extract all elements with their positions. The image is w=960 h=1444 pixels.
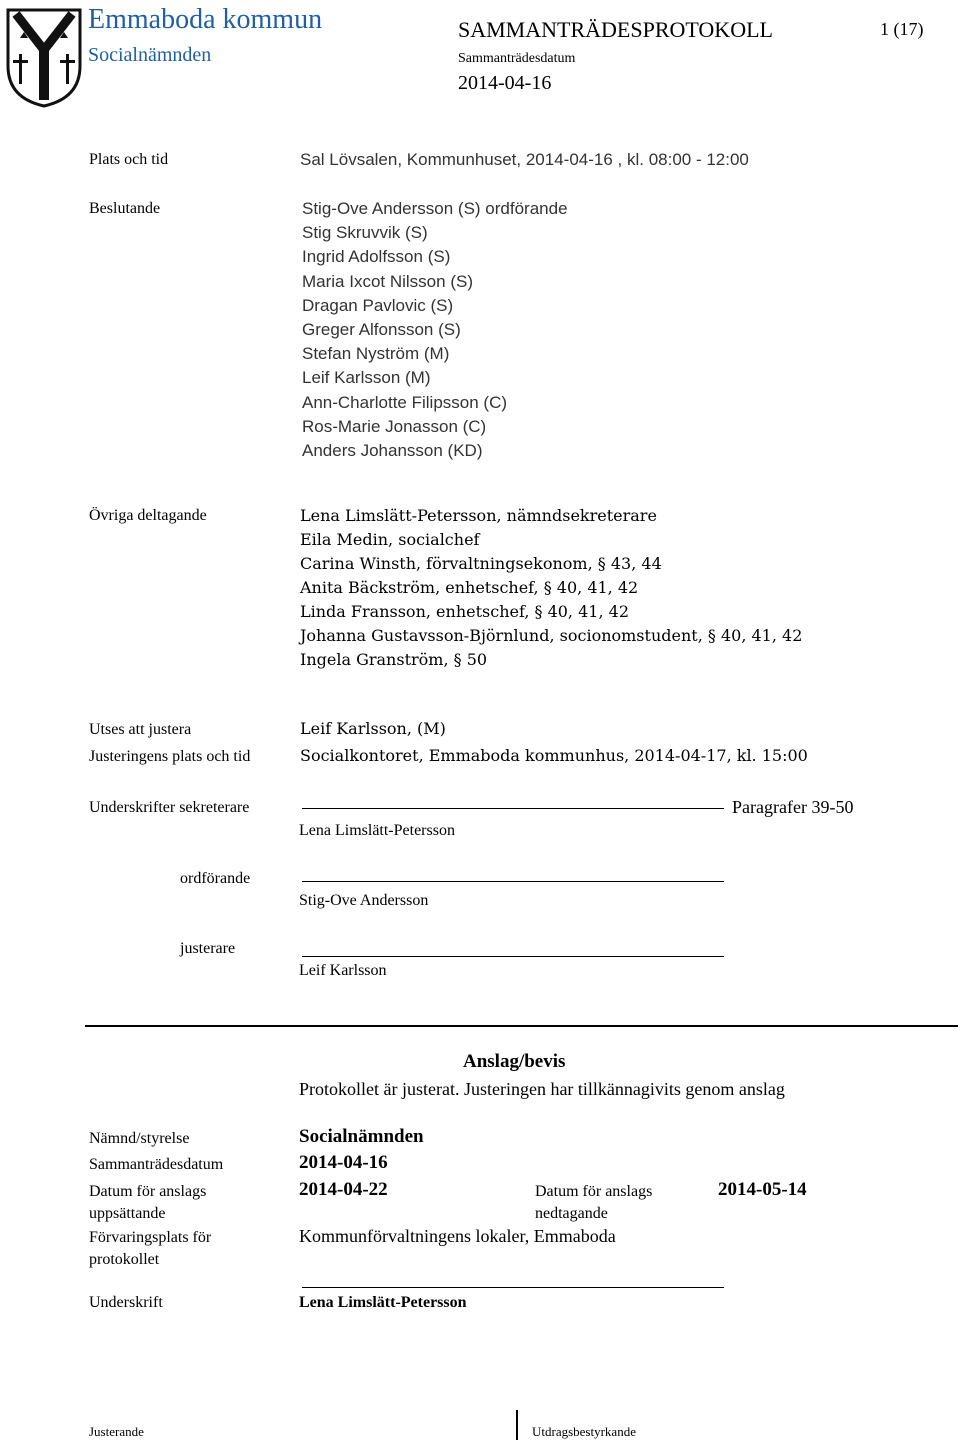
footer-certified: Utdragsbestyrkande xyxy=(532,1424,636,1439)
member: Leif Karlsson (M) xyxy=(302,368,431,388)
organization-name: Emmaboda kommun xyxy=(88,4,323,35)
member: Maria Ixcot Nilsson (S) xyxy=(302,271,473,291)
notice-text: Protokollet är justerat. Justeringen har tillkännagivits genom anslag xyxy=(299,1079,785,1099)
checker-value: Leif Karlsson, (M) xyxy=(300,719,446,738)
participant: Eila Medin, socialchef xyxy=(300,530,480,549)
participant: Anita Bäckström, enhetschef, § 40, 41, 42 xyxy=(300,578,639,597)
paragraphs-range: Paragrafer 39-50 xyxy=(732,797,854,817)
deciding-members-list xyxy=(302,197,568,463)
checker-name: Leif Karlsson xyxy=(299,962,387,979)
member: Ros-Marie Jonasson (C) xyxy=(302,416,487,436)
section-divider xyxy=(85,1025,958,1027)
place-value: Sal Lövsalen, Kommunhuset, 2014-04-16 , kl. 08:00 - 12:00 xyxy=(300,150,749,169)
notice-meeting-date: 2014-04-16 xyxy=(299,1152,388,1173)
member: Stig Skruvvik (S) xyxy=(302,223,428,243)
footer-checker: Justerande xyxy=(89,1424,144,1439)
place-label: Plats och tid xyxy=(89,151,169,168)
member: Ingrid Adolfsson (S) xyxy=(302,247,451,267)
removed-date-label-2: nedtagande xyxy=(535,1205,608,1222)
checker-label: Utses att justera xyxy=(89,721,192,738)
signature-label: Underskrift xyxy=(89,1294,163,1311)
page-number: 1 (17) xyxy=(880,19,924,39)
municipality-crest-logo xyxy=(6,8,82,108)
check-place-value: Socialkontoret, Emmaboda kommunhus, 2014-04-17, kl. 15:00 xyxy=(300,746,808,765)
removed-date-label: Datum för anslags xyxy=(535,1183,653,1200)
secretary-name: Lena Limslätt-Petersson xyxy=(299,822,455,839)
participant: Johanna Gustavsson-Björnlund, socionomstudent, § 40, 41, 42 xyxy=(300,626,803,645)
storage-label-2: protokollet xyxy=(89,1251,160,1268)
posted-date-label-2: uppsättande xyxy=(89,1205,166,1222)
meeting-date-label: Sammanträdesdatum xyxy=(458,51,576,66)
department-name: Socialnämnden xyxy=(88,44,212,66)
member: Greger Alfonsson (S) xyxy=(302,320,461,340)
participant: Ingela Granström, § 50 xyxy=(300,650,488,669)
member: Dragan Pavlovic (S) xyxy=(302,295,454,315)
others-label: Övriga deltagande xyxy=(89,507,207,524)
posted-date-label: Datum för anslags xyxy=(89,1183,207,1200)
member: Stefan Nyström (M) xyxy=(302,344,450,364)
document-title: SAMMANTRÄDESPROTOKOLL xyxy=(458,17,773,42)
participant: Carina Winsth, förvaltningsekonom, § 43, 44 xyxy=(300,554,662,573)
member: Anders Johansson (KD) xyxy=(302,441,483,461)
secretary-signature-line xyxy=(302,808,724,809)
footer-divider xyxy=(516,1410,518,1440)
posted-date: 2014-04-22 xyxy=(299,1179,388,1200)
board-label: Nämnd/styrelse xyxy=(89,1130,190,1147)
chair-signature-line xyxy=(302,881,724,882)
signatures-secretary-label: Underskrifter sekreterare xyxy=(89,799,250,816)
participant: Linda Fransson, enhetschef, § 40, 41, 42 xyxy=(300,602,629,621)
signature-name: Lena Limslätt-Petersson xyxy=(299,1294,467,1311)
board-value: Socialnämnden xyxy=(299,1126,424,1147)
removed-date: 2014-05-14 xyxy=(718,1179,807,1200)
notice-heading: Anslag/bevis xyxy=(463,1051,566,1072)
member: Stig-Ove Andersson (S) ordförande xyxy=(302,199,568,218)
check-place-label: Justeringens plats och tid xyxy=(89,748,251,765)
other-participants-list xyxy=(300,504,802,672)
participant: Lena Limslätt-Petersson, nämndsekreterare xyxy=(300,506,657,525)
storage-label: Förvaringsplats för xyxy=(89,1229,212,1246)
signatures-chair-label: ordförande xyxy=(180,870,251,887)
storage-value: Kommunförvaltningens lokaler, Emmaboda xyxy=(299,1226,616,1246)
notice-signature-line xyxy=(302,1287,724,1288)
notice-meeting-date-label: Sammanträdesdatum xyxy=(89,1156,224,1173)
chair-name: Stig-Ove Andersson xyxy=(299,892,429,909)
member: Ann-Charlotte Filipsson (C) xyxy=(302,392,508,412)
deciding-label: Beslutande xyxy=(89,200,161,217)
checker-signature-line xyxy=(302,956,724,957)
signatures-checker-label: justerare xyxy=(180,940,236,957)
meeting-date: 2014-04-16 xyxy=(458,72,552,94)
